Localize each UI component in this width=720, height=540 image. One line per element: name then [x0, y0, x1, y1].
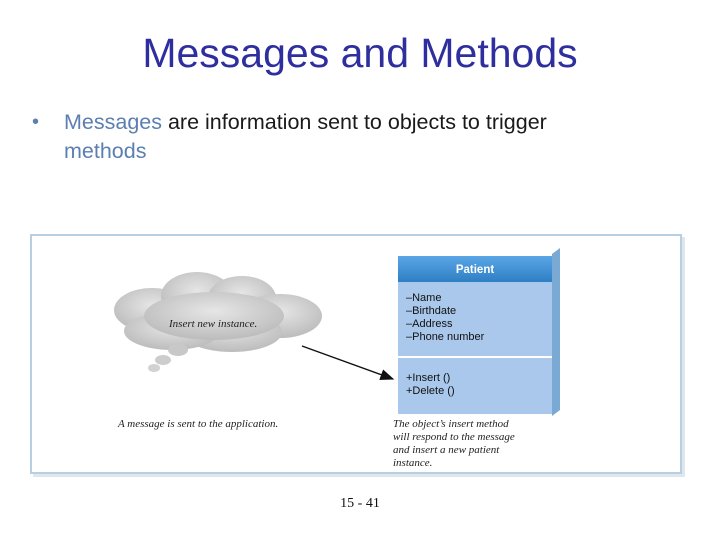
class-attribute: –Name — [406, 292, 442, 304]
caption-right-line: will respond to the message — [393, 431, 515, 443]
diagram-canvas — [32, 236, 680, 472]
page-number: 15 - 41 — [340, 496, 380, 511]
caption-right-line: instance. — [393, 457, 433, 469]
class-method: +Delete () — [406, 385, 455, 397]
caption-right — [393, 418, 515, 469]
slide-title: Messages and Methods — [142, 30, 578, 76]
bullet-term: Messages — [64, 110, 162, 134]
bullet-line2: methods — [64, 139, 147, 163]
bullet-marker-icon: • — [32, 111, 40, 133]
message-diagram — [30, 234, 682, 474]
caption-left: A message is sent to the application. — [118, 418, 279, 430]
bullet-text — [64, 108, 664, 166]
class-method: +Insert () — [406, 372, 451, 384]
class-attribute: –Phone number — [406, 331, 485, 343]
class-attribute: –Address — [406, 318, 453, 330]
class-methods — [406, 372, 455, 397]
bullet-rest: are information sent to objects to trigger — [162, 110, 547, 134]
caption-right-line: The object’s insert method — [393, 418, 509, 430]
class-name: Patient — [455, 264, 495, 276]
cloud-label: Insert new instance. — [169, 318, 258, 330]
caption-right-line: and insert a new patient — [393, 444, 500, 456]
message-arrow-icon — [302, 346, 393, 379]
class-attribute: –Birthdate — [406, 305, 457, 317]
